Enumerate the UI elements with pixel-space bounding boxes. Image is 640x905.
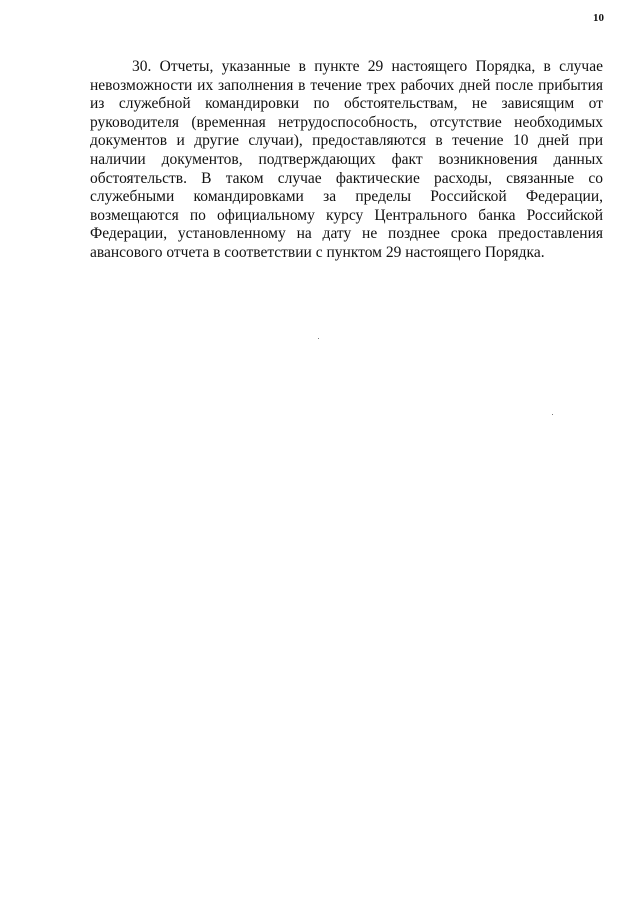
paragraph-line: Федерации, установленному на дату не позднее срока предоставления bbox=[90, 225, 603, 243]
paragraph-line: невозможности их заполнения в течение трех рабочих дней после прибытия bbox=[90, 76, 603, 94]
page-number: 10 bbox=[593, 12, 604, 24]
paragraph-line: документов и другие случаи), предоставляются в течение 10 дней при bbox=[90, 132, 603, 150]
paragraph-line: служебными командировками за пределы Российской Федерации, bbox=[90, 188, 603, 206]
paragraph-line: наличии документов, подтверждающих факт возникновения данных bbox=[90, 150, 603, 168]
paragraph-line: из служебной командировки по обстоятельствам, не зависящим от bbox=[90, 95, 603, 113]
scan-speck bbox=[318, 338, 319, 339]
paragraph-30 bbox=[90, 58, 603, 263]
paragraph-line: 30. Отчеты, указанные в пункте 29 настоящего Порядка, в случае bbox=[132, 58, 603, 75]
paragraph-line: обстоятельств. В таком случае фактические расходы, связанные со bbox=[90, 169, 603, 187]
paragraph-line: авансового отчета в соответствии с пунктом 29 настоящего Порядка. bbox=[90, 243, 545, 261]
paragraph-line: руководителя (временная нетрудоспособность, отсутствие необходимых bbox=[90, 113, 603, 131]
scan-speck bbox=[552, 414, 553, 415]
paragraph-line: возмещаются по официальному курсу Центрального банка Российской bbox=[90, 206, 603, 224]
